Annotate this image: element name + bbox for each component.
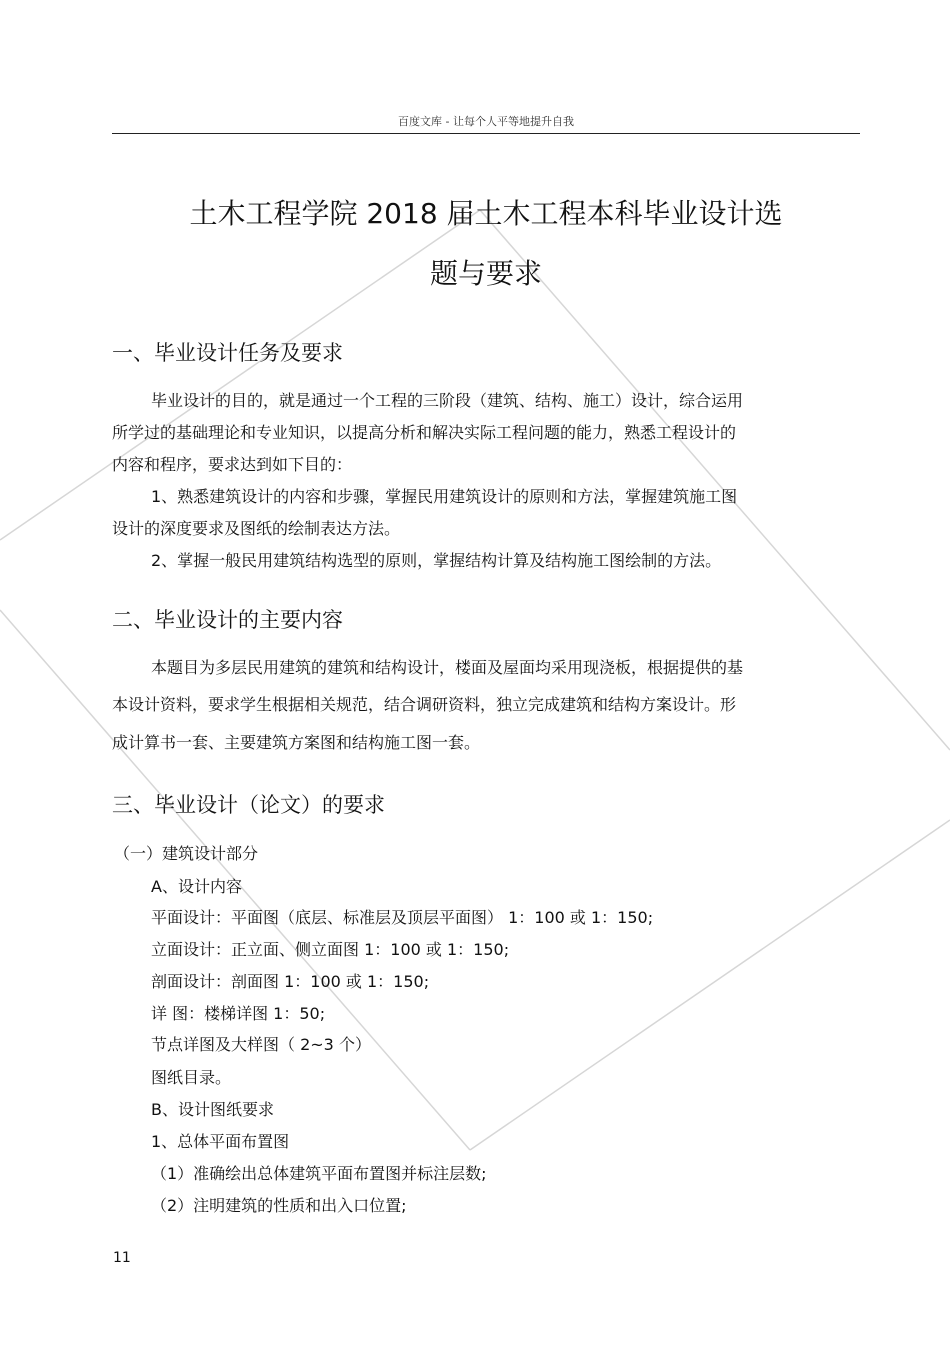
section2-heading: 二、毕业设计的主要内容 bbox=[112, 608, 343, 632]
section1-heading: 一、毕业设计任务及要求 bbox=[112, 341, 343, 365]
section3-line: 图纸目录。 bbox=[151, 1068, 232, 1087]
section3-line: （2）注明建筑的性质和出入口位置; bbox=[151, 1196, 407, 1215]
section1-item: 1、熟悉建筑设计的内容和步骤，掌握民用建筑设计的原则和方法，掌握建筑施工图 bbox=[151, 487, 738, 506]
page-number: 11 bbox=[113, 1250, 131, 1266]
section1-item: 2、掌握一般民用建筑结构选型的原则，掌握结构计算及结构施工图绘制的方法。 bbox=[151, 551, 722, 570]
section1-paragraph-line: 内容和程序，要求达到如下目的： bbox=[112, 455, 353, 474]
section2-paragraph-line: 本题目为多层民用建筑的建筑和结构设计，楼面及屋面均采用现浇板，根据提供的基 bbox=[151, 658, 744, 677]
section1-paragraph-line: 所学过的基础理论和专业知识，以提高分析和解决实际工程问题的能力，熟悉工程设计的 bbox=[112, 423, 737, 442]
page-header: 百度文库 - 让每个人平等地提升自我 bbox=[398, 115, 574, 128]
header-divider bbox=[112, 133, 860, 134]
section3-line: 立面设计：正立面、侧立面图 1：100 或 1：150; bbox=[151, 940, 510, 959]
section1-item: 设计的深度要求及图纸的绘制表达方法。 bbox=[112, 519, 401, 538]
section3-line: 1、总体平面布置图 bbox=[151, 1132, 290, 1151]
section3-line: 详 图：楼梯详图 1：50; bbox=[151, 1004, 326, 1023]
section2-paragraph-line: 成计算书一套、主要建筑方案图和结构施工图一套。 bbox=[112, 733, 481, 752]
document-title-line2: 题与要求 bbox=[429, 257, 542, 290]
section2-paragraph-line: 本设计资料，要求学生根据相关规范，结合调研资料，独立完成建筑和结构方案设计。形 bbox=[112, 695, 737, 714]
section3-line: 节点详图及大样图（ 2~3 个） bbox=[151, 1035, 371, 1054]
section3-line: A、设计内容 bbox=[151, 877, 242, 896]
section3-line: 平面设计：平面图（底层、标准层及顶层平面图） 1：100 或 1：150; bbox=[151, 908, 654, 927]
document-title-line1: 土木工程学院 2018 届土木工程本科毕业设计选 bbox=[189, 197, 783, 230]
section1-paragraph-line: 毕业设计的目的，就是通过一个工程的三阶段（建筑、结构、施工）设计，综合运用 bbox=[151, 391, 744, 410]
section3-line: B、设计图纸要求 bbox=[151, 1100, 274, 1119]
section3-heading: 三、毕业设计（论文）的要求 bbox=[112, 793, 385, 817]
subsection-heading: （一）建筑设计部分 bbox=[114, 844, 259, 863]
section3-line: （1）准确绘出总体建筑平面布置图并标注层数; bbox=[151, 1164, 487, 1183]
section3-line: 剖面设计：剖面图 1：100 或 1：150; bbox=[151, 972, 430, 991]
